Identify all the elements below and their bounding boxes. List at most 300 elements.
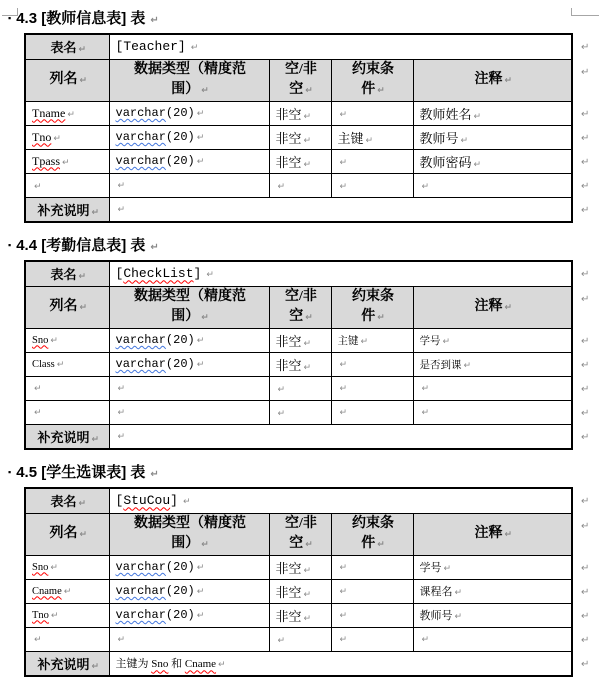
comment-text: 课程名 <box>419 586 453 598</box>
paragraph-mark: ↵ <box>78 45 87 56</box>
field-name-text: Tname <box>32 105 66 120</box>
paragraph-mark: ↵ <box>421 635 430 645</box>
table-row <box>25 173 598 197</box>
paragraph-mark: ↵ <box>34 407 42 418</box>
paragraph-mark: ↵ <box>50 610 59 621</box>
field-name-cell[interactable] <box>25 579 109 603</box>
paragraph-mark: ↵ <box>218 660 226 671</box>
column-header-text: 件 <box>361 535 376 551</box>
supplement-label: 补充说明 <box>37 429 90 445</box>
field-name-cell[interactable] <box>25 627 109 651</box>
comment-cell[interactable] <box>413 376 572 400</box>
paragraph-mark: ↵ <box>201 85 209 96</box>
bracket-open: [ <box>115 39 124 55</box>
paragraph-mark: ↵ <box>303 589 312 600</box>
supplement-label: 补充说明 <box>37 202 90 218</box>
data-type-cell[interactable] <box>109 149 269 173</box>
paragraph-mark: ↵ <box>277 636 286 646</box>
paragraph-mark: ↵ <box>581 521 590 532</box>
table-name-value: CheckList <box>123 266 194 282</box>
paragraph-mark: ↵ <box>91 661 100 672</box>
paragraph-mark: ↵ <box>339 110 348 120</box>
column-header-text: 数据类型（精度范 <box>134 61 246 77</box>
data-type-args: (20) <box>165 106 195 120</box>
data-type-cell[interactable] <box>109 603 269 627</box>
paragraph-mark: ↵ <box>91 434 100 445</box>
table-row <box>25 328 598 352</box>
paragraph-mark: ↵ <box>277 409 286 419</box>
paragraph-mark: ↵ <box>196 133 205 143</box>
table-name-label: 表名 <box>50 40 77 56</box>
column-header-cell[interactable] <box>109 59 269 101</box>
field-name-cell[interactable] <box>25 125 109 149</box>
supplement-value-cell[interactable] <box>109 197 572 222</box>
table-row <box>25 149 598 173</box>
table-row <box>25 376 598 400</box>
constraint-text: 主键 <box>337 335 359 347</box>
comment-text: 学号 <box>419 335 441 347</box>
comment-cell[interactable] <box>413 101 572 125</box>
table-row <box>25 627 598 651</box>
paragraph-mark: ↵ <box>360 336 369 347</box>
column-header-cell[interactable] <box>269 513 331 555</box>
nullable-cell[interactable] <box>269 352 331 376</box>
paragraph-mark: ↵ <box>339 635 348 645</box>
column-header-cell[interactable] <box>269 59 331 101</box>
paragraph-mark: ↵ <box>303 135 312 146</box>
paragraph-mark: ↵ <box>581 563 590 574</box>
column-header-cell[interactable] <box>413 286 572 328</box>
paragraph-mark: ↵ <box>339 407 348 418</box>
field-name-cell[interactable] <box>25 555 109 579</box>
paragraph-mark: ↵ <box>581 67 590 78</box>
column-header-cell[interactable] <box>413 59 572 101</box>
bracket-open: [ <box>115 266 124 282</box>
paragraph-mark: ↵ <box>79 302 88 313</box>
paragraph-mark: ↵ <box>339 563 348 573</box>
paragraph-mark: ↵ <box>305 312 313 323</box>
nullable-cell[interactable] <box>269 400 331 424</box>
nullable-text: 非空 <box>275 333 302 349</box>
row-end-mark <box>572 286 598 328</box>
field-name-text: Sno <box>32 561 49 573</box>
paragraph-mark: ↵ <box>196 109 205 119</box>
field-name-cell[interactable] <box>25 328 109 352</box>
paragraph-mark: ↵ <box>504 302 513 313</box>
paragraph-mark: ↵ <box>581 432 590 443</box>
supplement-text: 和 <box>168 658 185 671</box>
table-name-label: 表名 <box>50 267 77 283</box>
data-type-cell[interactable] <box>109 328 269 352</box>
nullable-cell[interactable] <box>269 125 331 149</box>
table-definition-section <box>8 235 607 450</box>
paragraph-mark: ↵ <box>303 362 312 373</box>
table-name-value: Teacher <box>123 39 178 55</box>
nullable-cell[interactable] <box>269 627 331 651</box>
supplement-label-cell[interactable] <box>25 197 109 222</box>
paragraph-mark: ↵ <box>473 111 482 122</box>
supplement-text: Sno <box>151 658 169 671</box>
paragraph-mark: ↵ <box>454 588 463 598</box>
section-heading[interactable] <box>8 462 607 485</box>
definition-table <box>24 487 599 677</box>
paragraph-mark: ↵ <box>182 497 191 508</box>
paragraph-mark: ↵ <box>56 359 65 370</box>
column-header-cell[interactable] <box>331 59 413 101</box>
data-type-args: (20) <box>165 154 195 168</box>
paragraph-mark: ↵ <box>303 159 312 170</box>
data-type-cell[interactable] <box>109 125 269 149</box>
paragraph-mark: ↵ <box>581 496 590 507</box>
paragraph-mark: ↵ <box>460 135 469 146</box>
nullable-cell[interactable] <box>269 579 331 603</box>
supplement-value-cell[interactable] <box>109 651 572 676</box>
data-type-cell[interactable] <box>109 376 269 400</box>
paragraph-mark: ↵ <box>339 383 348 394</box>
paragraph-mark: ↵ <box>78 499 87 510</box>
data-type-word: varchar <box>115 608 166 622</box>
column-header-cell[interactable] <box>25 59 109 101</box>
column-header-text: 空/非 <box>285 288 317 304</box>
row-end-mark <box>572 352 598 376</box>
row-end-mark <box>572 59 598 101</box>
paragraph-mark: ↵ <box>442 336 451 347</box>
bracket-close: ] <box>170 493 178 509</box>
field-name-text: Cname <box>32 585 62 597</box>
paragraph-mark: ↵ <box>303 338 312 349</box>
paragraph-mark: ↵ <box>443 564 452 574</box>
table-row <box>25 59 598 101</box>
table-row <box>25 651 598 676</box>
comment-cell[interactable] <box>413 328 572 352</box>
nullable-cell[interactable] <box>269 173 331 197</box>
nullable-cell[interactable] <box>269 376 331 400</box>
paragraph-mark: ↵ <box>117 384 126 394</box>
column-header-cell[interactable] <box>331 286 413 328</box>
paragraph-mark: ↵ <box>62 157 70 168</box>
table-row <box>25 488 598 513</box>
paragraph-mark: ↵ <box>581 181 590 192</box>
paragraph-mark: ↵ <box>377 312 385 323</box>
column-header-text: 件 <box>361 308 376 324</box>
column-header-text: 围） <box>171 535 200 551</box>
table-name-value-cell[interactable] <box>109 261 572 286</box>
row-end-mark <box>572 627 598 651</box>
column-header-cell[interactable] <box>331 513 413 555</box>
supplement-label-cell[interactable] <box>25 424 109 449</box>
page-margin-crop-mark <box>571 8 599 16</box>
paragraph-mark: ↵ <box>339 587 348 597</box>
paragraph-mark: ↵ <box>581 42 590 53</box>
row-end-mark <box>572 376 598 400</box>
comment-cell[interactable] <box>413 173 572 197</box>
constraint-cell[interactable] <box>331 149 413 173</box>
data-type-args: (20) <box>165 333 195 347</box>
paragraph-mark: ↵ <box>277 182 286 192</box>
supplement-text: Cname <box>184 658 217 671</box>
section-heading-text: 4.4 [考勤信息表] 表 <box>16 237 146 254</box>
table-row <box>25 261 598 286</box>
row-end-mark <box>572 488 598 513</box>
column-header-text: 注释 <box>474 298 503 314</box>
table-row <box>25 101 598 125</box>
data-type-cell[interactable] <box>109 352 269 376</box>
column-header-text: 空 <box>289 535 304 551</box>
column-header-text: 约束条 <box>352 515 394 531</box>
section-heading-text: 4.5 [学生选课表] 表 <box>16 464 146 481</box>
comment-text: 教师姓名 <box>419 106 472 122</box>
constraint-cell[interactable] <box>331 555 413 579</box>
table-row <box>25 400 598 424</box>
paragraph-mark: ↵ <box>581 269 590 280</box>
field-name-cell[interactable] <box>25 173 109 197</box>
table-definition-section <box>8 8 607 223</box>
heading-bullet-icon: ▪ <box>8 240 12 250</box>
data-type-cell[interactable] <box>109 555 269 579</box>
paragraph-mark: ↵ <box>581 360 590 371</box>
data-type-cell[interactable] <box>109 101 269 125</box>
nullable-cell[interactable] <box>269 555 331 579</box>
supplement-value-cell[interactable] <box>109 424 572 449</box>
field-name-cell[interactable] <box>25 376 109 400</box>
column-header-text: 注释 <box>474 71 503 87</box>
column-header-text: 围） <box>171 81 200 97</box>
paragraph-mark: ↵ <box>196 587 205 597</box>
row-end-mark <box>572 579 598 603</box>
data-type-word: varchar <box>115 154 166 168</box>
paragraph-mark: ↵ <box>463 360 472 371</box>
column-header-text: 约束条 <box>352 288 394 304</box>
field-name-cell[interactable] <box>25 352 109 376</box>
column-header-cell[interactable] <box>109 513 269 555</box>
row-end-mark <box>572 34 598 59</box>
column-header-text: 数据类型（精度范 <box>134 288 246 304</box>
paragraph-mark: ↵ <box>196 157 205 167</box>
paragraph-mark: ↵ <box>67 109 75 120</box>
section-heading[interactable] <box>8 235 607 258</box>
table-row <box>25 352 598 376</box>
paragraph-mark: ↵ <box>196 360 205 370</box>
paragraph-mark: ↵ <box>63 586 72 597</box>
supplement-label: 补充说明 <box>37 656 90 672</box>
column-header-text: 空 <box>289 308 304 324</box>
column-header-text: 件 <box>361 81 376 97</box>
table-row <box>25 513 598 555</box>
paragraph-mark: ↵ <box>581 611 590 622</box>
table-row <box>25 555 598 579</box>
paragraph-mark: ↵ <box>190 43 199 54</box>
comment-cell[interactable] <box>413 603 572 627</box>
constraint-cell[interactable] <box>331 603 413 627</box>
row-end-mark <box>572 400 598 424</box>
data-type-cell[interactable] <box>109 400 269 424</box>
data-type-args: (20) <box>165 357 195 371</box>
paragraph-mark: ↵ <box>34 383 42 394</box>
paragraph-mark: ↵ <box>581 635 590 646</box>
comment-cell[interactable] <box>413 579 572 603</box>
field-name-cell[interactable] <box>25 400 109 424</box>
column-header-text: 空/非 <box>285 61 317 77</box>
column-header-cell[interactable] <box>269 286 331 328</box>
data-type-word: varchar <box>115 357 166 371</box>
constraint-cell[interactable] <box>331 173 413 197</box>
bracket-open: [ <box>115 493 124 509</box>
data-type-args: (20) <box>165 130 195 144</box>
section-heading[interactable] <box>8 8 607 31</box>
column-header-text: 数据类型（精度范 <box>134 515 246 531</box>
nullable-text: 非空 <box>275 608 302 624</box>
table-name-label-cell[interactable] <box>25 261 109 286</box>
paragraph-mark: ↵ <box>196 563 205 573</box>
comment-cell[interactable] <box>413 555 572 579</box>
nullable-cell[interactable] <box>269 328 331 352</box>
definition-table <box>24 260 599 450</box>
table-name-value-cell[interactable] <box>109 488 572 513</box>
definition-table <box>24 33 599 223</box>
heading-bullet-icon: ▪ <box>8 467 12 477</box>
data-type-cell[interactable] <box>109 173 269 197</box>
paragraph-mark: ↵ <box>473 159 482 170</box>
row-end-mark <box>572 424 598 449</box>
table-row <box>25 579 598 603</box>
nullable-cell[interactable] <box>269 149 331 173</box>
paragraph-mark: ↵ <box>504 75 513 86</box>
constraint-cell[interactable] <box>331 352 413 376</box>
paragraph-mark: ↵ <box>305 85 313 96</box>
data-type-word: varchar <box>115 333 166 347</box>
constraint-cell[interactable] <box>331 328 413 352</box>
comment-cell[interactable] <box>413 400 572 424</box>
paragraph-mark: ↵ <box>79 529 88 540</box>
data-type-word: varchar <box>115 130 166 144</box>
data-type-args: (20) <box>165 608 195 622</box>
paragraph-mark: ↵ <box>34 181 42 192</box>
nullable-text: 非空 <box>275 154 302 170</box>
data-type-args: (20) <box>165 560 195 574</box>
paragraph-mark: ↵ <box>581 384 590 395</box>
constraint-cell[interactable] <box>331 400 413 424</box>
paragraph-mark: ↵ <box>303 565 312 576</box>
paragraph-mark: ↵ <box>78 272 87 283</box>
paragraph-mark: ↵ <box>117 432 126 443</box>
comment-cell[interactable] <box>413 149 572 173</box>
data-type-word: varchar <box>115 560 166 574</box>
data-type-args: (20) <box>165 584 195 598</box>
table-name-label-cell[interactable] <box>25 488 109 513</box>
paragraph-mark: ↵ <box>377 85 385 96</box>
field-name-cell[interactable] <box>25 149 109 173</box>
column-header-text: 围） <box>171 308 200 324</box>
paragraph-mark: ↵ <box>581 294 590 305</box>
heading-bullet-icon: ▪ <box>8 13 12 23</box>
supplement-label-cell[interactable] <box>25 651 109 676</box>
field-name-cell[interactable] <box>25 101 109 125</box>
paragraph-mark: ↵ <box>50 562 58 573</box>
table-row <box>25 34 598 59</box>
column-header-text: 空 <box>289 81 304 97</box>
field-name-text: Class <box>32 358 55 370</box>
word-document-page <box>0 8 607 687</box>
nullable-cell[interactable] <box>269 603 331 627</box>
column-header-cell[interactable] <box>25 513 109 555</box>
paragraph-mark: ↵ <box>504 529 513 540</box>
data-type-word: varchar <box>115 584 166 598</box>
paragraph-mark: ↵ <box>206 270 214 281</box>
comment-cell[interactable] <box>413 627 572 651</box>
comment-cell[interactable] <box>413 125 572 149</box>
field-name-cell[interactable] <box>25 603 109 627</box>
row-end-mark <box>572 197 598 222</box>
page-margin-crop-mark <box>2 8 18 16</box>
row-end-mark <box>572 101 598 125</box>
table-name-value-cell[interactable] <box>109 34 572 59</box>
table-row <box>25 286 598 328</box>
constraint-cell[interactable] <box>331 579 413 603</box>
paragraph-mark: ↵ <box>339 611 348 621</box>
paragraph-mark: ↵ <box>305 539 313 550</box>
paragraph-mark: ↵ <box>421 182 430 192</box>
constraint-cell[interactable] <box>331 376 413 400</box>
paragraph-mark: ↵ <box>201 312 209 323</box>
constraint-cell[interactable] <box>331 101 413 125</box>
table-name-value: StuCou <box>123 493 171 509</box>
paragraph-mark: ↵ <box>201 539 209 550</box>
column-header-text: 空/非 <box>285 515 317 531</box>
paragraph-mark: ↵ <box>581 205 590 216</box>
field-name-text: Tno <box>32 609 49 621</box>
paragraph-mark: ↵ <box>454 612 463 622</box>
table-name-label: 表名 <box>50 494 77 510</box>
paragraph-mark: ↵ <box>196 336 205 346</box>
paragraph-mark: ↵ <box>581 336 590 347</box>
paragraph-mark: ↵ <box>581 587 590 598</box>
table-row <box>25 197 598 222</box>
row-end-mark <box>572 513 598 555</box>
paragraph-mark: ↵ <box>117 635 126 645</box>
paragraph-mark: ↵ <box>581 133 590 144</box>
constraint-cell[interactable] <box>331 125 413 149</box>
column-header-cell[interactable] <box>413 513 572 555</box>
column-header-text: 约束条 <box>352 61 394 77</box>
table-name-label-cell[interactable] <box>25 34 109 59</box>
table-definition-section <box>8 462 607 677</box>
bracket-close: ] <box>177 39 186 55</box>
paragraph-mark: ↵ <box>79 75 88 86</box>
data-type-cell[interactable] <box>109 579 269 603</box>
field-name-text: Tno <box>32 129 52 144</box>
column-header-cell[interactable] <box>25 286 109 328</box>
paragraph-mark: ↵ <box>277 385 286 395</box>
paragraph-mark: ↵ <box>581 408 590 419</box>
row-end-mark <box>572 555 598 579</box>
row-end-mark <box>572 261 598 286</box>
data-type-cell[interactable] <box>109 627 269 651</box>
section-heading-text: 4.3 [教师信息表] 表 <box>16 10 146 27</box>
comment-text: 教师号 <box>419 130 459 146</box>
nullable-cell[interactable] <box>269 101 331 125</box>
constraint-cell[interactable] <box>331 627 413 651</box>
paragraph-mark: ↵ <box>34 634 42 645</box>
paragraph-mark: ↵ <box>196 611 205 621</box>
paragraph-mark: ↵ <box>53 133 61 144</box>
paragraph-mark: ↵ <box>50 335 58 346</box>
paragraph-mark: ↵ <box>303 111 312 122</box>
paragraph-mark: ↵ <box>339 182 348 192</box>
comment-cell[interactable] <box>413 352 572 376</box>
paragraph-mark: ↵ <box>581 659 590 670</box>
paragraph-mark: ↵ <box>150 469 159 480</box>
column-header-cell[interactable] <box>109 286 269 328</box>
